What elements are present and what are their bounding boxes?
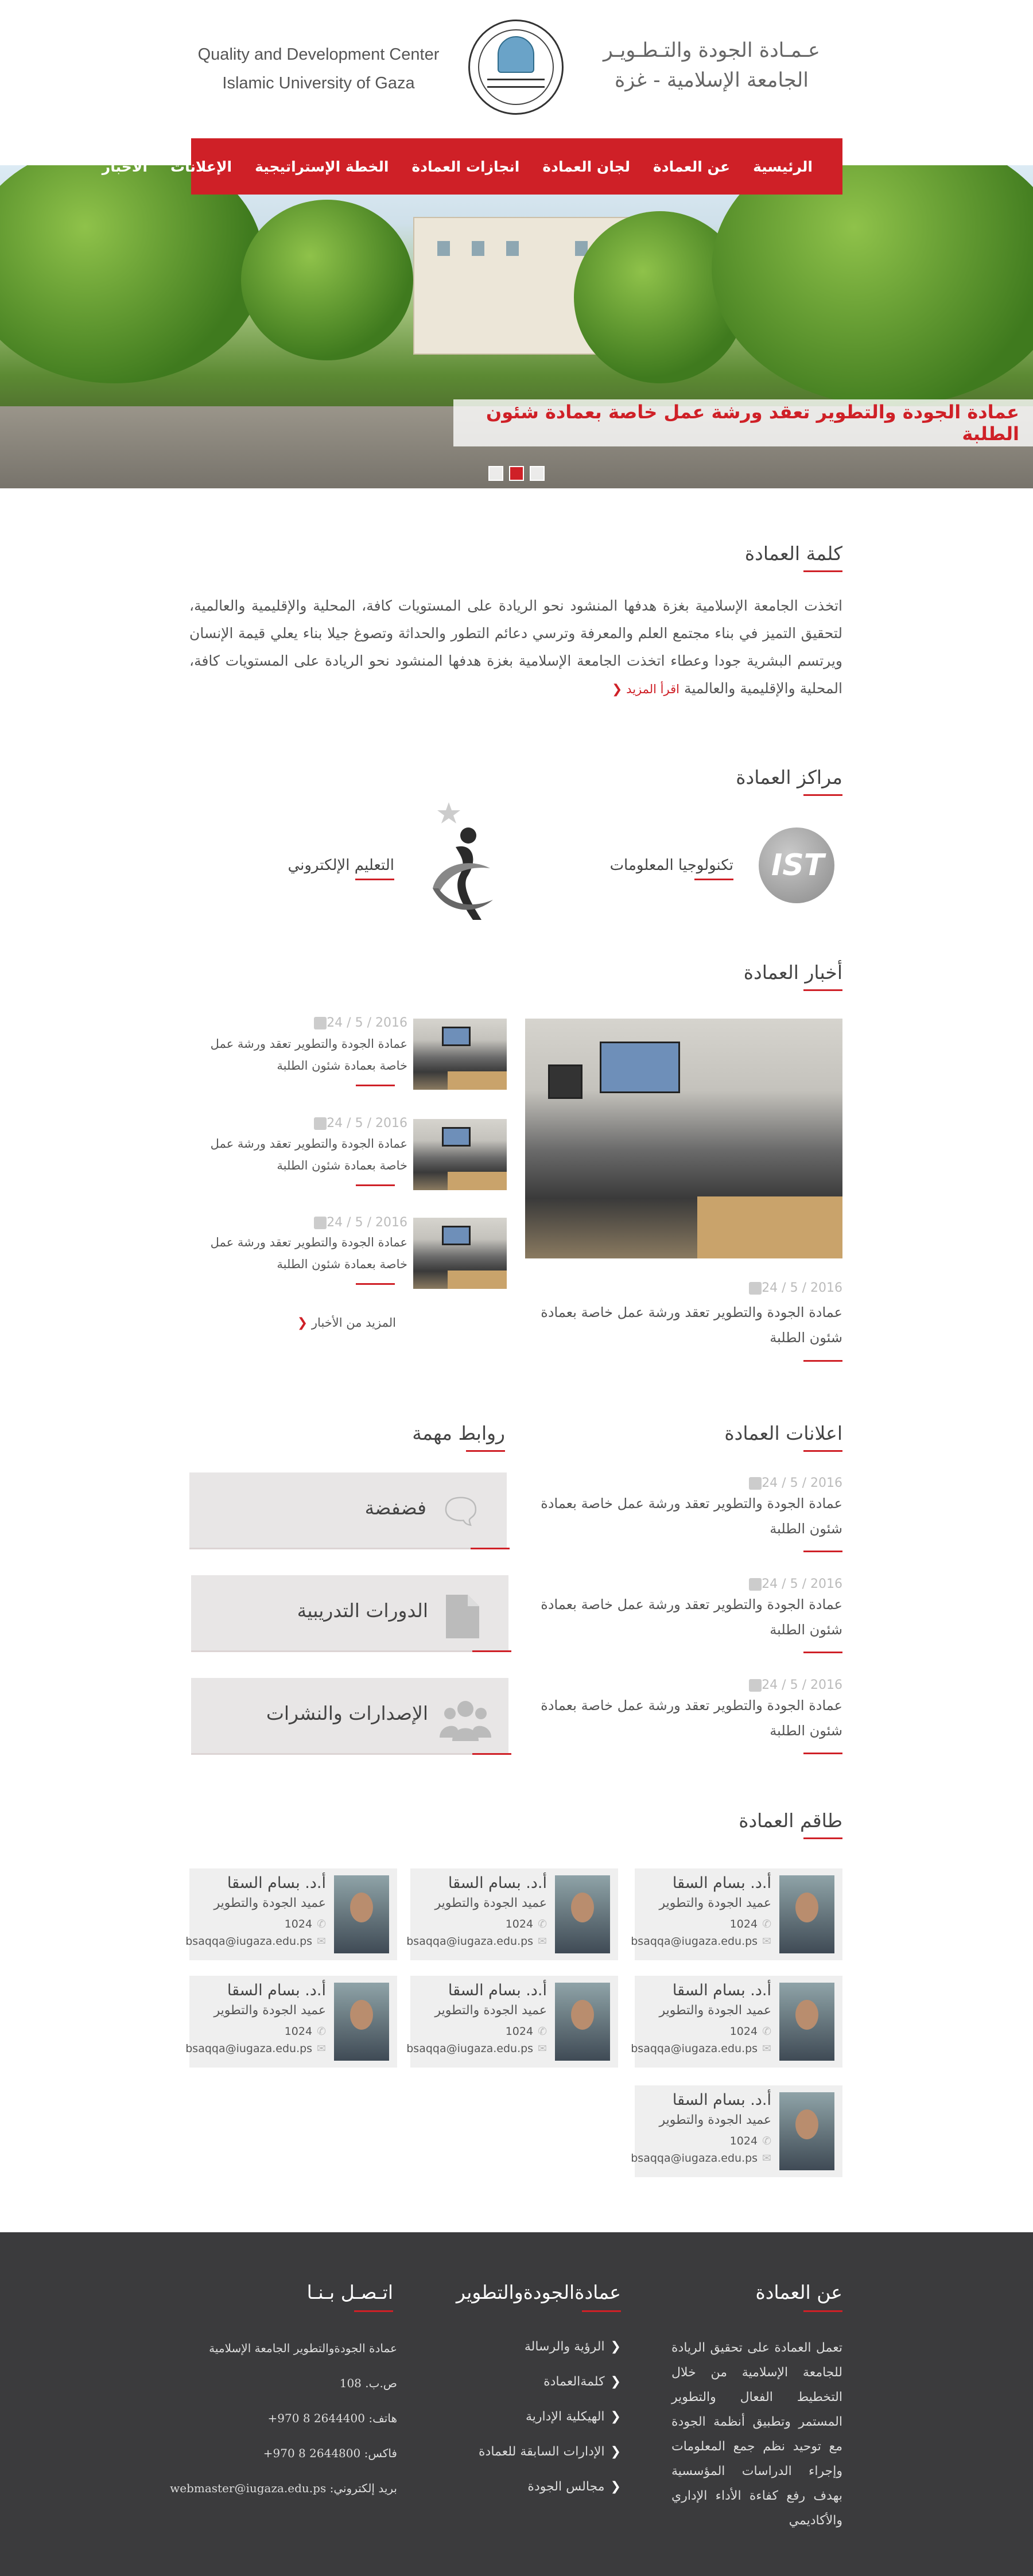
staff-name: أ.د. بسام السقا: [672, 2091, 771, 2109]
link-box-underline: [472, 1650, 511, 1652]
staff-card[interactable]: [631, 1976, 842, 2068]
staff-card[interactable]: [185, 1976, 397, 2068]
footer-contact-heading: اتـصـل بـنـا: [307, 2281, 393, 2312]
envelope-icon: ✉: [538, 1935, 547, 1948]
ist-logo-icon[interactable]: [759, 827, 834, 903]
staff-email-address: bsaqqa@iugaza.edu.ps: [406, 2042, 534, 2055]
main-nav: [102, 138, 842, 195]
staff-heading: طاقم العمادة: [739, 1809, 842, 1832]
arrow-left-icon: ❮: [297, 1316, 308, 1330]
footer-links-list: [449, 2340, 621, 2515]
news-item-3-underline: [356, 1283, 395, 1285]
staff-ext: [730, 2135, 771, 2147]
footer-contact-list: [170, 2341, 397, 2516]
staff-card[interactable]: [406, 1976, 618, 2068]
ist-logo-text: IST: [771, 848, 825, 883]
calendar-icon: [314, 1017, 327, 1029]
staff-role: عميد الجودة والتطوير: [434, 2003, 547, 2018]
links-heading: روابط مهمة: [412, 1422, 505, 1444]
link-box-publications[interactable]: [191, 1678, 508, 1755]
staff-face: [350, 2000, 373, 2030]
staff-role: عميد الجودة والتطوير: [659, 1896, 771, 1910]
calendar-icon: [749, 1477, 762, 1490]
staff-name: أ.د. بسام السقا: [227, 1981, 326, 1999]
footer-link-previous-admins[interactable]: [449, 2445, 621, 2480]
university-logo[interactable]: [468, 20, 564, 115]
calendar-icon: [749, 1578, 762, 1591]
announcement-3-date-text: 2016 / 5 / 24: [762, 1678, 842, 1692]
news-thumb-1[interactable]: [413, 1019, 507, 1090]
staff-ext-number: 1024: [284, 2025, 313, 2038]
staff-face: [795, 1893, 818, 1922]
footer-link-quality-councils-label: مجالس الجودة: [527, 2480, 605, 2494]
staff-email-address: bsaqqa@iugaza.edu.ps: [631, 2152, 758, 2165]
center-elearning-label[interactable]: التعليم الإلكتروني: [288, 857, 394, 880]
phone-icon: ✆: [762, 2025, 771, 2038]
footer-link-structure[interactable]: [449, 2410, 621, 2445]
photo-screen: [442, 1027, 471, 1046]
footer-link-dean-word[interactable]: [449, 2375, 621, 2410]
header-en-line2: Islamic University of Gaza: [222, 74, 415, 92]
staff-ext-number: 1024: [729, 2025, 758, 2038]
staff-email[interactable]: [185, 2042, 326, 2055]
staff-card[interactable]: [185, 1868, 397, 1960]
contact-fax: فاكس: 2644800 8 970+: [263, 2446, 397, 2460]
staff-card[interactable]: [631, 2085, 842, 2177]
envelope-icon: ✉: [762, 2042, 771, 2055]
staff-name: أ.د. بسام السقا: [227, 1874, 326, 1892]
staff-ext: [506, 1918, 547, 1930]
announcement-3-title[interactable]: عمادة الجودة والتطوير تعقد ورشة عمل خاصة بعمادة شئون الطلبة: [541, 1697, 842, 1739]
footer-about-text: تعمل العمادة على تحقيق الريادة للجامعة الإسلامية من خلال التخطيط الفعال والتطوير المستمر وتطبيق أنظمة الجودة مع توحيد نظم جمع المعلومات وإجراء الدراسات المؤسسية بهدف رفع كفاءة الأداء الإداري والأكاديمي: [671, 2341, 842, 2528]
staff-ext: [506, 2025, 547, 2038]
staff-email[interactable]: [631, 2042, 771, 2055]
staff-name: أ.د. بسام السقا: [672, 1981, 771, 1999]
announcements-heading: اعلانات العمادة: [724, 1422, 842, 1444]
center-it-label[interactable]: تكنولوجيا المعلومات: [610, 857, 733, 880]
staff-email-address: bsaqqa@iugaza.edu.ps: [631, 1935, 758, 1948]
logo-text-band: [487, 79, 545, 88]
staff-ext-number: 1024: [505, 1918, 534, 1930]
staff-photo: [779, 2092, 834, 2170]
staff-photo: [555, 1875, 610, 1953]
staff-ext-number: 1024: [729, 1918, 758, 1930]
phone-icon: ✆: [762, 1918, 771, 1930]
staff-ext-number: 1024: [284, 1918, 313, 1930]
news-heading-wrap: [744, 961, 842, 984]
announcement-1-date-text: 2016 / 5 / 24: [762, 1476, 842, 1490]
link-box-underline: [471, 1548, 510, 1549]
read-more-label: اقرأ المزيد: [626, 682, 679, 696]
photo-screen: [600, 1042, 680, 1093]
news-heading: أخبار العمادة: [743, 961, 842, 984]
staff-card[interactable]: [406, 1868, 618, 1960]
contact-phone: هاتف: 2644400 8 970+: [267, 2411, 397, 2425]
arrow-left-icon: ❮: [610, 2480, 621, 2494]
announcement-1-date: [744, 1476, 842, 1490]
news-thumb-3[interactable]: [413, 1218, 507, 1289]
footer-link-vision[interactable]: [449, 2340, 621, 2375]
nav-strategic-plan[interactable]: الخطة الإستراتيجية: [255, 158, 389, 175]
news-item-2-date-text: 2016 / 5 / 24: [327, 1116, 407, 1130]
staff-email[interactable]: [406, 2042, 547, 2055]
envelope-icon: ✉: [538, 2042, 547, 2055]
main-news-date: [744, 1281, 842, 1295]
announcement-2-date-text: 2016 / 5 / 24: [762, 1577, 842, 1591]
staff-face: [795, 2109, 818, 2139]
staff-ext: [285, 1918, 326, 1930]
dean-word-heading: كلمة العمادة: [744, 542, 842, 565]
staff-role: عميد الجودة والتطوير: [434, 1896, 547, 1910]
calendar-icon: [749, 1679, 762, 1692]
staff-role: عميد الجودة والتطوير: [213, 2003, 326, 2018]
staff-ext: [730, 2025, 771, 2038]
staff-heading-wrap: [739, 1809, 842, 1832]
staff-email-address: bsaqqa@iugaza.edu.ps: [185, 1935, 313, 1948]
arrow-left-icon: ❮: [612, 682, 623, 697]
nav-announcements[interactable]: الإعلانات: [170, 158, 232, 175]
dean-word-text: [189, 592, 842, 704]
news-thumb-2[interactable]: [413, 1119, 507, 1190]
staff-name: أ.د. بسام السقا: [448, 1981, 547, 1999]
photo-screen: [548, 1064, 582, 1099]
photo-table: [448, 1172, 507, 1190]
phone-icon: ✆: [762, 2135, 771, 2147]
staff-ext: [730, 1918, 771, 1930]
hero-tree: [712, 165, 1033, 406]
logo-dome-icon: [498, 36, 534, 73]
calendar-icon: [314, 1117, 327, 1130]
link-box-publications-label: الإصدارات والنشرات: [266, 1702, 428, 1724]
photo-screen: [442, 1127, 471, 1147]
nav-committees[interactable]: لجان العمادة: [542, 158, 630, 175]
users-icon-svg: [440, 1697, 491, 1741]
slider-dot-3[interactable]: [530, 466, 545, 481]
hero-window: [437, 241, 450, 256]
elearning-logo-icon[interactable]: [421, 802, 502, 923]
hero-caption[interactable]: عمادة الجودة والتطوير تعقد ورشة عمل خاصة بعمادة شئون الطلبة: [453, 399, 1033, 446]
staff-email[interactable]: [631, 2152, 771, 2165]
nav-about[interactable]: عن العمادة: [653, 158, 731, 175]
staff-photo: [779, 1983, 834, 2061]
link-box-training-courses-label: الدورات التدريبية: [297, 1599, 428, 1622]
staff-photo: [555, 1983, 610, 2061]
staff-ext-number: 1024: [729, 2135, 758, 2147]
staff-email-address: bsaqqa@iugaza.edu.ps: [631, 2042, 758, 2055]
main-news-date-text: 2016 / 5 / 24: [762, 1281, 842, 1295]
link-box-training-courses[interactable]: [191, 1575, 508, 1652]
announcement-1-title[interactable]: عمادة الجودة والتطوير تعقد ورشة عمل خاصة بعمادة شئون الطلبة: [541, 1495, 842, 1537]
phone-icon: ✆: [538, 1918, 547, 1930]
staff-email-address: bsaqqa@iugaza.edu.ps: [185, 2042, 313, 2055]
header-en-line1: Quality and Development Center: [197, 45, 440, 64]
phone-icon: ✆: [317, 1918, 326, 1930]
document-icon: [440, 1595, 486, 1634]
chat-icon: 🗨: [438, 1490, 484, 1532]
nav-news[interactable]: الأخبار: [102, 158, 147, 175]
hero-tree: [241, 200, 413, 360]
arrow-left-icon: ❮: [610, 2375, 621, 2389]
header-ar-line1: عـمـادة الجودة والتـطـويـر: [603, 39, 820, 62]
staff-email[interactable]: [406, 1935, 547, 1948]
main-news-photo[interactable]: [525, 1019, 842, 1258]
envelope-icon: ✉: [762, 1935, 771, 1948]
dean-word-heading-wrap: [745, 542, 842, 565]
envelope-icon: ✉: [317, 2042, 326, 2055]
link-box-venting-label: فضفضة: [364, 1497, 426, 1519]
contact-email[interactable]: بريد إلكتروني: webmaster@iugaza.edu.ps: [170, 2481, 397, 2495]
announcements-heading-wrap: [724, 1422, 842, 1445]
phone-icon: ✆: [538, 2025, 547, 2038]
staff-email[interactable]: [631, 1935, 771, 1948]
calendar-icon: [314, 1217, 327, 1229]
staff-face: [571, 2000, 594, 2030]
news-item-1-underline: [356, 1085, 395, 1086]
staff-name: أ.د. بسام السقا: [672, 1874, 771, 1892]
staff-face: [350, 1893, 373, 1922]
slider-dot-2[interactable]: [509, 466, 524, 481]
link-box-venting[interactable]: [189, 1472, 507, 1549]
staff-photo: [334, 1983, 389, 2061]
staff-role: عميد الجودة والتطوير: [659, 2113, 771, 2127]
news-item-3-date-text: 2016 / 5 / 24: [327, 1215, 407, 1230]
news-item-1-title[interactable]: عمادة الجودة والتطوير تعقد ورشة عمل خاصة بعمادة شئون الطلبة: [210, 1037, 407, 1073]
footer-links-heading: عمادةالجودةوالتطوير: [456, 2281, 621, 2312]
hero-window: [472, 241, 484, 256]
hero-window: [506, 241, 519, 256]
nav-home[interactable]: الرئيسية: [753, 158, 813, 175]
staff-face: [795, 2000, 818, 2030]
header-arabic-title: [597, 36, 826, 95]
staff-role: عميد الجودة والتطوير: [213, 1896, 326, 1910]
staff-face: [571, 1893, 594, 1922]
centers-heading: مراكز العمادة: [736, 766, 842, 788]
envelope-icon: ✉: [317, 1935, 326, 1948]
envelope-icon: ✉: [762, 2152, 771, 2165]
announcement-1-underline: [803, 1551, 842, 1552]
footer-link-dean-word-label: كلمةالعمادة: [543, 2375, 605, 2389]
slider-dot-1[interactable]: [488, 466, 503, 481]
staff-card[interactable]: [631, 1868, 842, 1960]
main-news-underline: [803, 1360, 842, 1362]
news-item-3-title[interactable]: عمادة الجودة والتطوير تعقد ورشة عمل خاصة بعمادة شئون الطلبة: [210, 1235, 407, 1271]
announcement-3-underline: [803, 1753, 842, 1754]
staff-name: أ.د. بسام السقا: [448, 1874, 547, 1892]
header-ar-line2: الجامعة الإسلامية - غزة: [615, 69, 809, 92]
dean-word-body: اتخذت الجامعة الإسلامية بغزة هدفها المنشود نحو الريادة على المستويات كافة، المحلية والإقليمية والعالمية، لتحقيق التميز في بناء مجتمع العلم والمعرفة وترسي دعائم التطور والحداثة وتصوغ جيلا بناء يعلي قيمة الإنسان ويرتسم البشرية جودا وعطاء اتخذت الجامعة الإسلامية بغزة هدفها المنشود نحو الريادة على المستويات كافة، المحلية والإقليمية والعالمية: [189, 597, 842, 697]
staff-role: عميد الجودة والتطوير: [659, 2003, 771, 2018]
announcement-3-date: [744, 1678, 842, 1692]
nav-achievements[interactable]: انجازات العمادة: [411, 158, 520, 175]
photo-screen: [442, 1226, 471, 1245]
announcement-2-date: [744, 1577, 842, 1591]
footer-link-quality-councils[interactable]: [449, 2480, 621, 2515]
footer-about-heading: عن العمادة: [755, 2281, 842, 2312]
arrow-left-icon: ❮: [610, 2340, 621, 2354]
contact-po-box: ص.ب. 108: [339, 2376, 397, 2390]
arrow-left-icon: ❮: [610, 2445, 621, 2459]
staff-photo: [334, 1875, 389, 1953]
centers-heading-wrap: [736, 766, 842, 789]
arrow-left-icon: ❮: [610, 2410, 621, 2424]
main-news-title[interactable]: عمادة الجودة والتطوير تعقد ورشة عمل خاصة بعمادة شئون الطلبة: [541, 1304, 842, 1346]
announcement-2-title[interactable]: عمادة الجودة والتطوير تعقد ورشة عمل خاصة بعمادة شئون الطلبة: [541, 1596, 842, 1638]
header-english-title: [184, 40, 453, 98]
footer-link-vision-label: الرؤية والرسالة: [524, 2340, 605, 2354]
staff-email-address: bsaqqa@iugaza.edu.ps: [406, 1935, 534, 1948]
news-item-2-underline: [356, 1184, 395, 1186]
contact-address: عمادة الجودةوالتطوير الجامعة الإسلامية: [209, 2341, 397, 2355]
photo-table: [448, 1270, 507, 1289]
photo-table: [697, 1196, 842, 1258]
more-news-label: المزيد من الأخبار: [311, 1316, 396, 1330]
staff-ext-number: 1024: [505, 2025, 534, 2038]
read-more-link[interactable]: [612, 682, 679, 696]
news-item-3-date: [309, 1215, 407, 1230]
announcement-2-underline: [803, 1652, 842, 1653]
link-box-underline: [472, 1753, 511, 1755]
news-item-1-date: [309, 1016, 407, 1030]
news-item-1-date-text: 2016 / 5 / 24: [327, 1016, 407, 1030]
news-item-2-date: [309, 1116, 407, 1130]
users-icon: [440, 1697, 486, 1736]
links-heading-wrap: [412, 1422, 505, 1445]
staff-email[interactable]: [185, 1935, 326, 1948]
phone-icon: ✆: [317, 2025, 326, 2038]
footer-link-previous-admins-label: الإدارات السابقة للعمادة: [479, 2445, 605, 2459]
more-news-link[interactable]: [297, 1316, 396, 1330]
footer-link-structure-label: الهيكلية الإدارية: [525, 2410, 605, 2424]
staff-ext: [285, 2025, 326, 2038]
news-item-2-title[interactable]: عمادة الجودة والتطوير تعقد ورشة عمل خاصة بعمادة شئون الطلبة: [210, 1137, 407, 1172]
document-icon-svg: [442, 1595, 483, 1638]
staff-photo: [779, 1875, 834, 1953]
calendar-icon: [749, 1282, 762, 1295]
photo-table: [448, 1071, 507, 1090]
hero-tree: [0, 165, 264, 383]
